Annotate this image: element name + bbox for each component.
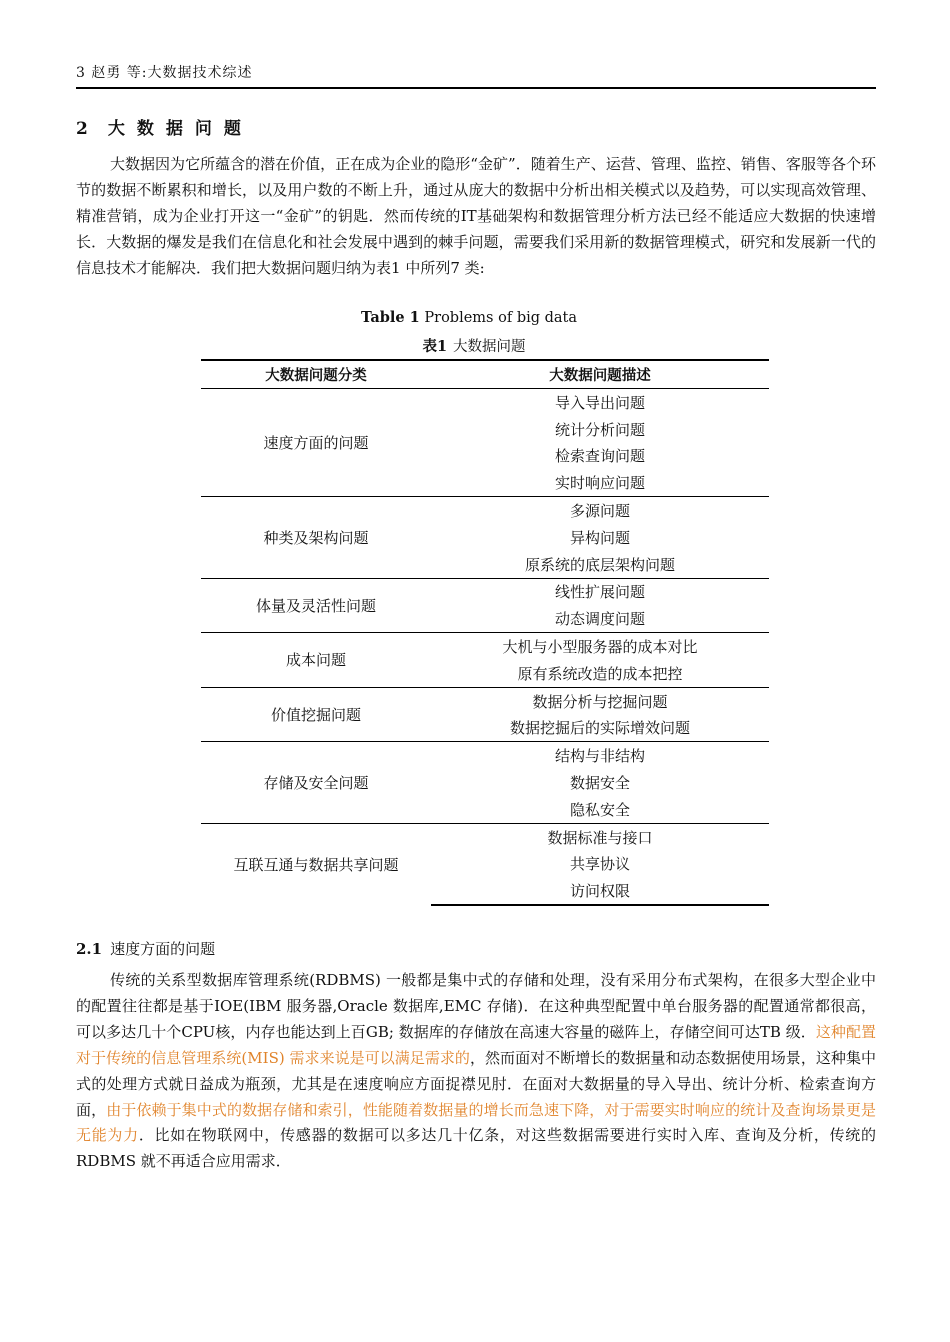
table-row [201,389,769,416]
table-row [201,687,769,714]
header-rule [76,87,876,89]
intro-paragraph: 大数据因为它所蕴含的潜在价值，正在成为企业的隐形“金矿”．随着生产、运营、管理、监控、销售、客服等各个环节的数据不断累积和增长，以及用户数的不断上升，通过从庞大的数据中分析出相关模式以及趋势，可以实现高效管理、精准营销，成为企业打开这一“金矿”的钥匙．然而传统的IT基础架构和数据管理分析方法已经不能适应大数据的快速增长．大数据的爆发是我们在信息化和社会发展中遇到的棘手问题，需要我们采用新的数据管理模式，研究和发展新一代的信息技术才能解决．我们把大数据问题归纳为表1 中所列7 类: [76,155,876,277]
problem-description: 结构与非结构 [431,742,769,769]
table-row [201,497,769,524]
table-group [201,823,769,905]
problem-description: 数据挖掘后的实际增效问题 [509,719,690,738]
problem-category: 体量及灵活性问题 [201,578,431,633]
table-row [201,578,769,605]
table-row [201,633,769,660]
problem-category: 种类及架构问题 [201,497,431,578]
speed-highlight-1: 这种配置对于传统的信息管理系统(MIS) 需求来说是可以满足需求的 [76,1022,876,1067]
header-category: 大数据问题分类 [201,360,431,389]
problem-category: 成本问题 [201,633,431,688]
problem-description: 线性扩展问题 [431,578,769,605]
table-group [201,497,769,578]
problem-category: 价值挖掘问题 [201,687,431,742]
problems-table [201,359,769,906]
subsection-number: 2.1 [76,940,103,958]
table-caption-en [76,309,862,326]
speed-highlight-2: 由于依赖于集中式的数据存储和索引，性能随着数据量的增长而急速下降，对于需要实时响应的统计及查询场景更是无能为力 [76,1100,876,1145]
table-caption-zh [76,335,872,356]
table-group [201,687,769,742]
table-row [201,823,769,850]
table-group [201,578,769,633]
problem-description: 统计分析问题 [554,420,645,439]
speed-text-2: ，然而面对不断增长的数据量和动态数据使用场景，这种集中式的处理方式就日益成为瓶颈，尤其是在速度响应方面捉襟见肘．在面对大数据量的导入导出、统计分析、检索查询方面， [76,1048,876,1119]
speed-text-1: 传统的关系型数据库管理系统(RDBMS) 一般都是集中式的存储和处理，没有采用分布式架构，在很多大型企业中的配置往往都是基于IOE(IBM 服务器,Oracle 数据库,EMC 存储)．在这种典型配置中单台服务器的配置通常都很高，可以多达几十个CPU核，内存也能达到上百GB; 数据库的存储放在高速大容量的磁阵上，存储空间可达TB 级． [76,971,876,1041]
subsection-title: 速度方面的问题 [110,940,216,958]
problem-description: 实时响应问题 [554,474,645,493]
problem-description: 数据安全 [569,774,630,793]
subsection-heading [76,938,215,959]
table-caption-zh-text: 大数据问题 [453,339,526,355]
running-header: 3 赵勇 等:大数据技术综述 [76,65,253,81]
problem-description: 访问权限 [431,877,769,905]
problem-category: 存储及安全问题 [201,742,431,823]
problem-description: 原系统的底层架构问题 [524,555,675,574]
problem-description: 动态调度问题 [554,610,645,629]
table-header-row [201,360,769,389]
problem-category: 速度方面的问题 [263,434,369,453]
speed-text-3: ．比如在物联网中，传感器的数据可以多达几十亿条，对这些数据需要进行实时入库、查询及分析，传统的RDBMS 就不再适合应用需求． [76,1126,876,1171]
table-row [201,742,769,769]
table-group [201,633,769,688]
table-caption-en-text: Problems of big data [424,310,578,326]
table-caption-en-label: Table 1 [360,309,420,326]
problem-description: 数据分析与挖掘问题 [431,687,769,714]
problem-description: 检索查询问题 [554,447,645,466]
table-group [201,742,769,823]
section-number: 2 [76,119,100,139]
problem-description: 共享协议 [569,855,630,874]
header-description: 大数据问题描述 [431,360,769,389]
section-heading [76,114,253,139]
problem-description: 隐私安全 [569,800,630,819]
problem-description: 导入导出问题 [554,393,645,412]
problem-description: 异构问题 [569,528,630,547]
problem-category: 互联互通与数据共享问题 [201,823,431,905]
problem-description: 多源问题 [431,497,769,524]
problem-description: 大机与小型服务器的成本对比 [431,633,769,660]
section-title: 大数据问题 [107,119,253,139]
speed-paragraph [76,968,876,1175]
problem-description: 数据标准与接口 [431,823,769,850]
table-caption-zh-label: 表1 [422,338,448,355]
problem-description: 原有系统改造的成本把控 [517,664,683,683]
table-group [201,389,769,497]
